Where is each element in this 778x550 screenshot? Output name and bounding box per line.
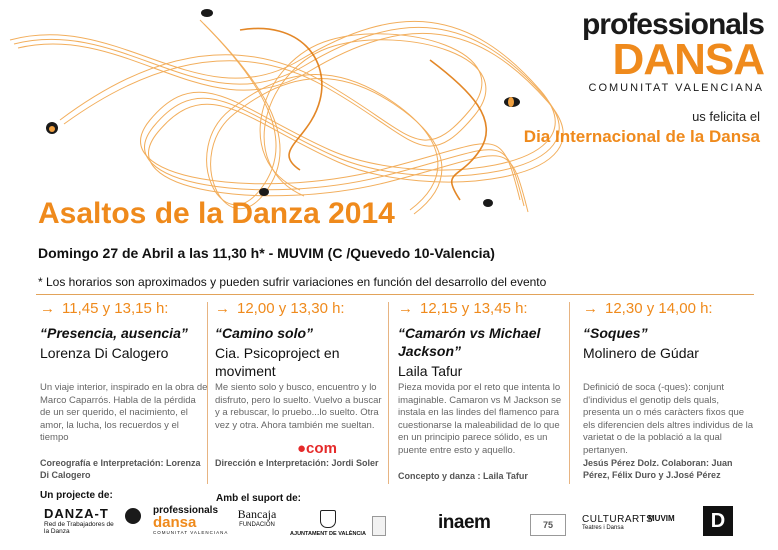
professionals-dansa-footer-logo: professionals dansa COMUNITAT VALENCIANA: [125, 506, 228, 535]
watermark-logo: ●com: [297, 440, 337, 457]
arrow-icon: →: [40, 300, 55, 317]
performance-time: → 11,45 y 13,15 h:: [40, 300, 169, 317]
performance-credit: Dirección e Interpretación: Jordi Soler: [215, 458, 379, 468]
brand-line2: DANSA: [612, 35, 764, 84]
muvim-logo: MUVIM: [648, 514, 675, 523]
bancaja-logo: Bancaja FUNDACIÓN: [237, 507, 277, 528]
performance-credit: Coreografía e Interpretación: Lorenza Di Calogero: [40, 458, 201, 480]
performance-author: Lorenza Di Calogero: [40, 345, 169, 361]
culturarts-logo: CULTURARTS Teatres i Dansa: [582, 514, 654, 531]
arrow-icon: →: [215, 300, 230, 317]
performance-title: “Camarón vs Michael Jackson”: [398, 325, 541, 359]
performance-description: Pieza movida por el reto que intenta lo imaginable. Camaron vs M Jackson se instala en las lindes del flamenco para cuestionarse la maleabilidad de lo que en un principio parece sólido, es un puente entre esto y aquello.: [398, 382, 562, 456]
performance-author: Laila Tafur: [398, 363, 463, 379]
performance-description: Me siento solo y busco, encuentro y lo disfruto, pero lo suelto. Vuelvo a buscar y a rebuscar, lo pruebo...lo suelto. Otra vez y otra. Ahora también me sueltan.: [215, 382, 382, 431]
performance-description: Un viaje interior, inspirado en la obra de Marco Caparrós. Habla de la pérdida de un ser querido, el nacimiento, el amor, la lucha, los recuerdos y el tiempo: [40, 382, 208, 443]
performance-description: Definició de soca (-ques): conjunt d'individus el genotip dels quals, presenta un o més caràcters fixos que els diferencien dels altres individus de la varietat o de la població a la qual pertanyen.: [583, 382, 754, 456]
coat-of-arms-icon: [320, 510, 336, 528]
anniversary-logo: 75: [530, 514, 566, 536]
performance-author: Cia. Psicoproject en moviment: [215, 345, 340, 379]
performance-title: “Soques”: [583, 325, 648, 341]
performance-title: “Presencia, ausencia”: [40, 325, 188, 341]
project-label: Un projecte de:: [40, 490, 113, 501]
event-note: * Los horarios son aproximados y pueden sufrir variaciones en función del desarrollo del evento: [38, 275, 547, 289]
bee-icon: [125, 508, 141, 524]
column-divider: [569, 302, 570, 484]
performance-time: → 12,30 y 14,00 h:: [583, 300, 713, 317]
arrow-icon: →: [398, 300, 413, 317]
performance-time: → 12,15 y 13,45 h:: [398, 300, 528, 317]
column-divider: [388, 302, 389, 484]
performance-card: [583, 300, 763, 480]
professionals-dansa-logo: [582, 10, 764, 94]
performance-author: Molinero de Gúdar: [583, 345, 699, 361]
inaem-logo: inaem: [438, 512, 491, 533]
brand-line1: professionals: [581, 8, 764, 41]
performance-time: → 12,00 y 13,30 h:: [215, 300, 345, 317]
divider: [36, 294, 754, 295]
greeting-line1: us felicita el: [692, 109, 760, 124]
brand-line3: COMUNITAT VALENCIANA: [588, 82, 764, 94]
bee-icon: [46, 9, 520, 207]
event-subtitle: Domingo 27 de Abril a las 11,30 h* - MUVIM (C /Quevedo 10-Valencia): [38, 245, 495, 261]
greeting-line2: Dia Internacional de la Dansa: [523, 127, 760, 146]
diputacion-logo: D: [703, 506, 733, 536]
ayuntamiento-logo: AJUNTAMENT DE VALÈNCIA: [290, 510, 366, 537]
performance-credit: Concepto y danza : Laila Tafur: [398, 471, 528, 481]
performance-card: [398, 300, 568, 481]
performance-credit: Jesús Pérez Dolz. Colaboran: Juan Pérez, Félix Duro y J.José Pérez: [583, 458, 733, 480]
performance-title: “Camino solo”: [215, 325, 314, 341]
arrow-icon: →: [583, 300, 598, 317]
danza-t-logo: DANZA-T Red de Trabajadores de la Danza: [44, 506, 114, 535]
ministerio-logo: [372, 516, 432, 536]
performance-card: [40, 300, 210, 480]
crest-icon: [372, 516, 386, 536]
performance-card: [215, 300, 385, 468]
support-label: Amb el suport de:: [216, 493, 302, 504]
event-title: Asaltos de la Danza 2014: [38, 197, 395, 230]
